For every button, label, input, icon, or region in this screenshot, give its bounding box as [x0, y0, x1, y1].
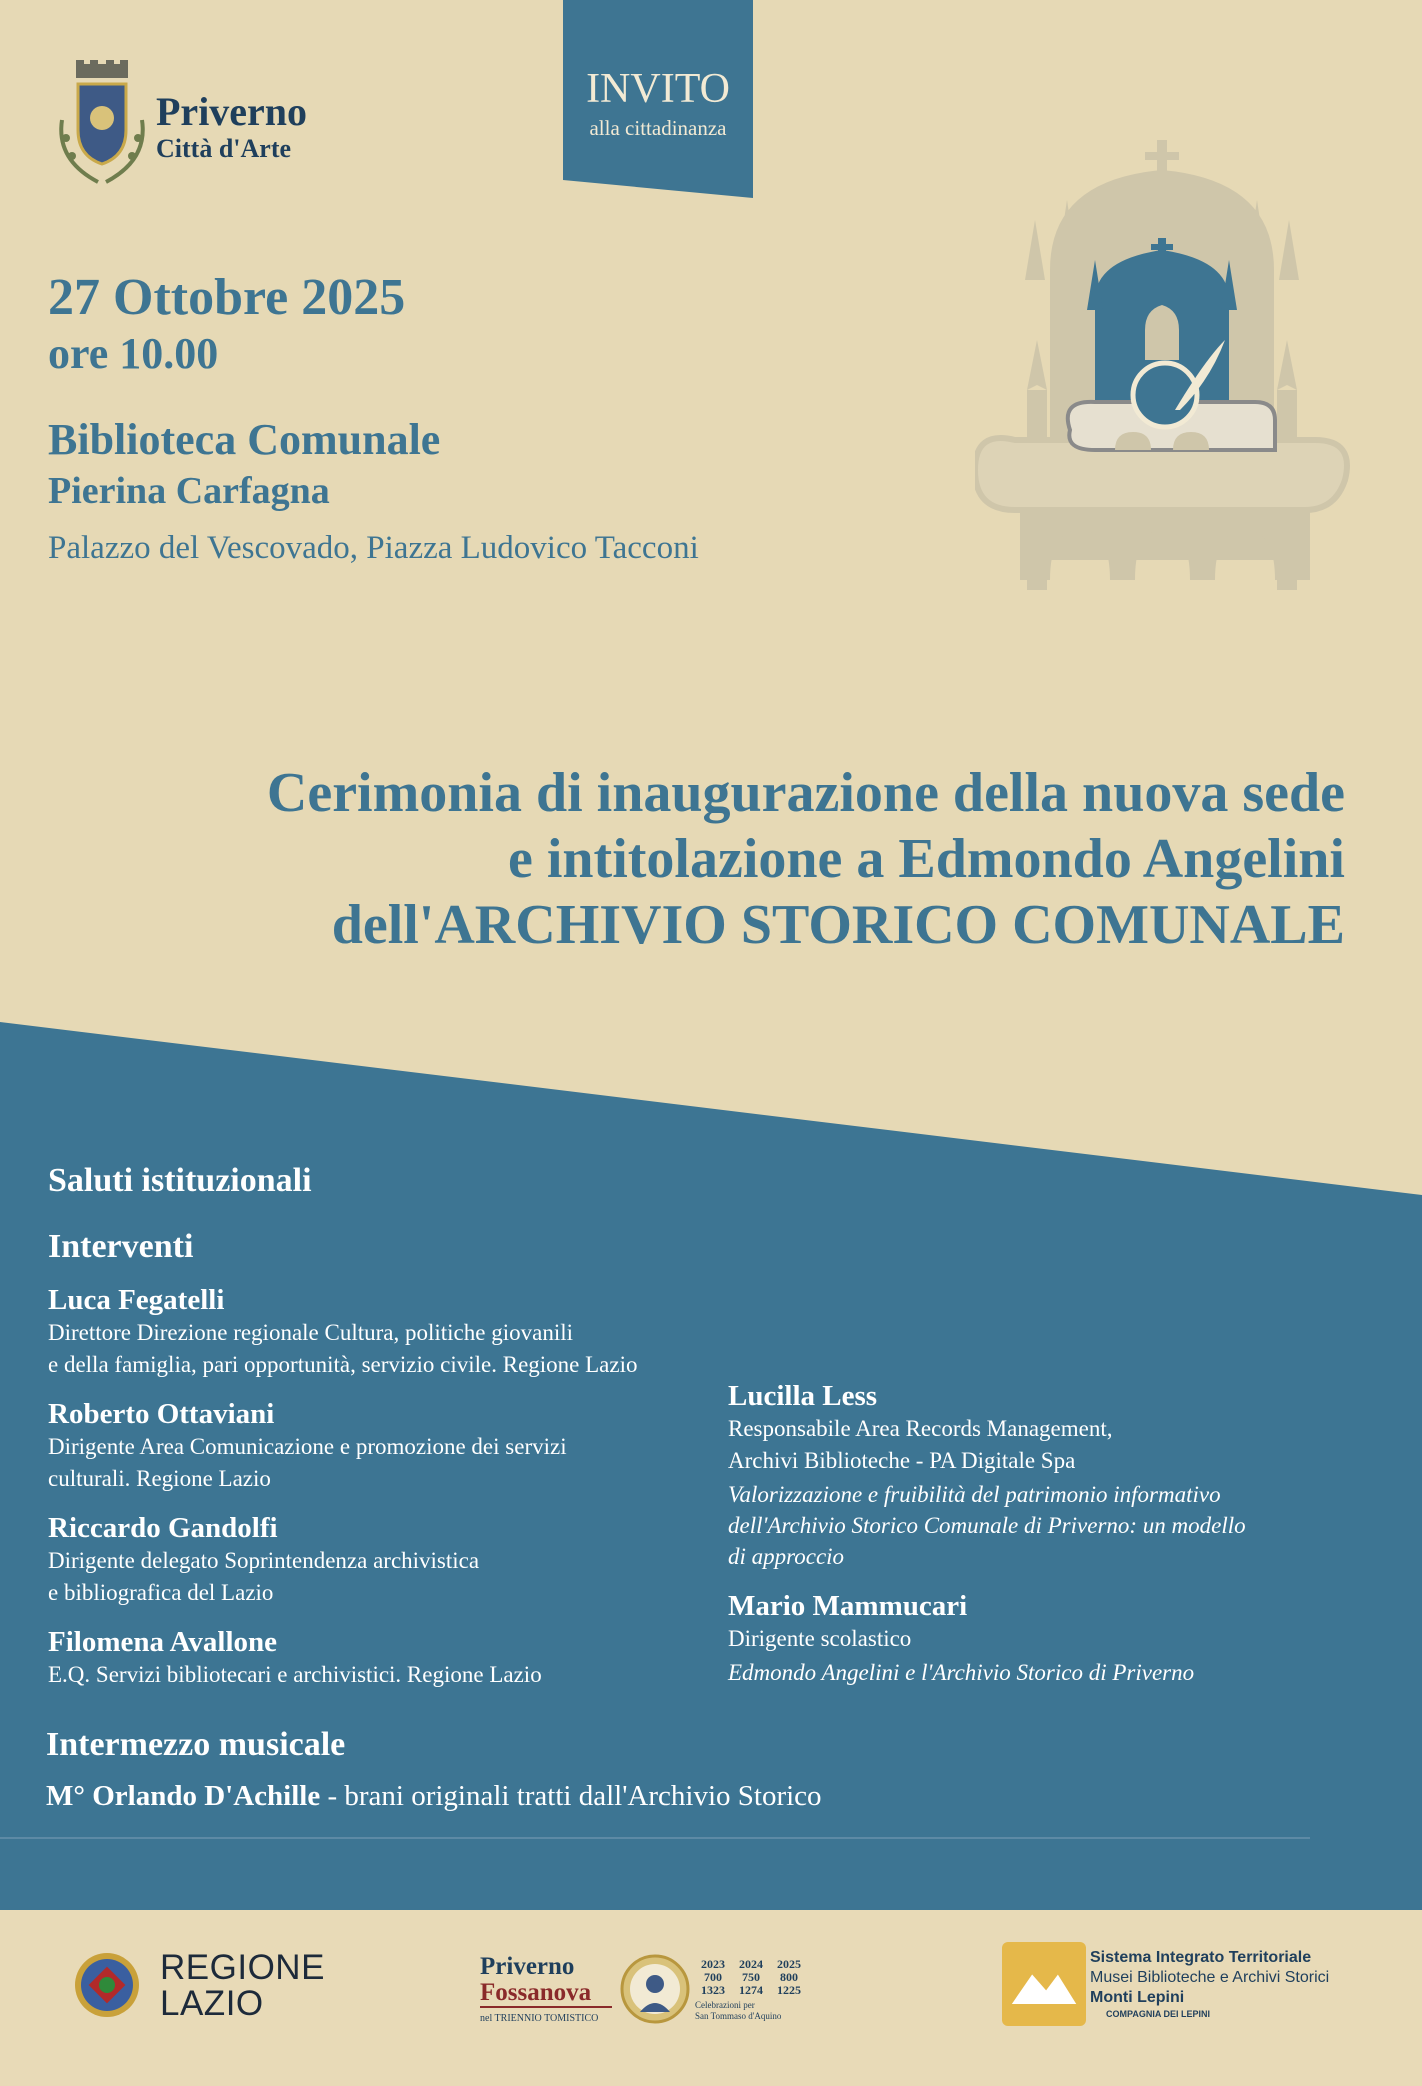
speaker-role: Dirigente scolastico — [728, 1626, 912, 1651]
year-label: 1274 — [739, 1983, 763, 1997]
headline — [60, 760, 1345, 958]
speaker-role: Dirigente Area Comunicazione e promozione dei servizi — [48, 1434, 567, 1459]
speaker-name: Luca Fegatelli — [48, 1284, 225, 1316]
year-block — [732, 1958, 770, 1997]
musician-description: - brani originali tratti dall'Archivio Storico — [320, 1780, 822, 1812]
speaker-name: Lucilla Less — [728, 1380, 878, 1412]
speaker-name: Roberto Ottaviani — [48, 1398, 275, 1430]
saint-medallion-icon — [620, 1954, 690, 2024]
saluti-heading: Saluti istituzionali — [48, 1162, 312, 1199]
year-block — [770, 1958, 808, 1997]
speaker-role: E.Q. Servizi bibliotecari e archivistici. Regione Lazio — [48, 1662, 542, 1687]
event-date: 27 Ottobre 2025 — [48, 269, 406, 326]
anniversary-years — [694, 1958, 808, 1997]
year-label: 1225 — [777, 1983, 801, 1997]
speaker-role: Direttore Direzione regionale Cultura, politiche giovanili — [48, 1320, 573, 1345]
speaker-block — [48, 1514, 738, 1609]
lepini-line-3: Monti Lepini — [1090, 1989, 1185, 2006]
celebrazioni-line-2: San Tommaso d'Aquino — [695, 2011, 782, 2021]
year-label: 750 — [742, 1970, 760, 1984]
coat-of-arms-icon — [52, 60, 152, 190]
invito-subtitle: alla cittadinanza — [589, 116, 727, 140]
celebrazioni-line-1: Celebrazioni per — [695, 2000, 755, 2010]
lepini-line-4: COMPAGNIA DEI LEPINI — [1106, 2009, 1211, 2019]
speaker-role: Dirigente delegato Soprintendenza archivistica — [48, 1548, 480, 1573]
speaker-block — [728, 1382, 1348, 1572]
year-label: 700 — [704, 1970, 722, 1984]
regione-line-1: REGIONE — [160, 1948, 325, 1987]
talk-title: Edmondo Angelini e l'Archivio Storico di Priverno — [728, 1660, 1195, 1685]
regione-line-2: LAZIO — [160, 1984, 264, 2023]
invito-title: INVITO — [586, 66, 730, 112]
year-label: 2024 — [739, 1957, 763, 1971]
talk-title: Valorizzazione e fruibilità del patrimonio informativo — [728, 1482, 1221, 1507]
speaker-block — [728, 1592, 1348, 1688]
headline-line-3: dell'ARCHIVIO STORICO COMUNALE — [331, 894, 1345, 956]
speaker-role: Responsabile Area Records Management, — [728, 1416, 1113, 1441]
divider — [480, 2006, 612, 2008]
logo-name: Priverno — [156, 89, 308, 134]
speaker-block — [48, 1400, 738, 1495]
event-time: ore 10.00 — [48, 329, 219, 378]
celebrazioni-label — [695, 2000, 781, 2022]
fossanova-title-1: Priverno — [480, 1953, 575, 1980]
lepini-line-1: Sistema Integrato Territoriale — [1090, 1949, 1312, 1966]
speaker-name: Mario Mammucari — [728, 1590, 968, 1622]
speaker-name: Filomena Avallone — [48, 1626, 278, 1658]
year-label: 2025 — [777, 1957, 801, 1971]
monti-lepini-icon — [1002, 1942, 1086, 2026]
speaker-role: Archivi Biblioteche - PA Digitale Spa — [728, 1448, 1076, 1473]
speaker-block — [48, 1628, 738, 1691]
fossanova-subtitle: nel TRIENNIO TOMISTICO — [480, 2013, 599, 2024]
fossanova-title-2: Fossanova — [480, 1979, 592, 2006]
speaker-role: e bibliografica del Lazio — [48, 1580, 274, 1605]
interventi-heading: Interventi — [48, 1228, 194, 1265]
regione-lazio-icon — [72, 1950, 142, 2020]
venue-address: Palazzo del Vescovado, Piazza Ludovico Tacconi — [48, 530, 699, 566]
headline-line-2: e intitolazione a Edmondo Angelini — [508, 828, 1345, 890]
year-label: 2023 — [701, 1957, 725, 1971]
talk-title: dell'Archivio Storico Comunale di Priverno: un modello — [728, 1513, 1246, 1538]
speaker-role: culturali. Regione Lazio — [48, 1466, 271, 1491]
regione-lazio-name — [160, 1950, 325, 2022]
intermezzo-heading: Intermezzo musicale — [46, 1726, 346, 1763]
speaker-role: e della famiglia, pari opportunità, servizio civile. Regione Lazio — [48, 1352, 638, 1377]
talk-title: di approccio — [728, 1544, 845, 1569]
musician-name: M° Orlando D'Achille — [46, 1780, 321, 1812]
speaker-name: Riccardo Gandolfi — [48, 1512, 278, 1544]
speaker-block — [48, 1286, 738, 1381]
year-label: 1323 — [701, 1983, 725, 1997]
headline-line-1: Cerimonia di inaugurazione della nuova sede — [266, 762, 1345, 824]
venue-name: Biblioteca Comunale — [48, 415, 441, 464]
year-block — [694, 1958, 732, 1997]
logo-subtitle: Città d'Arte — [156, 134, 292, 163]
venue-subtitle: Pierina Carfagna — [48, 470, 330, 512]
year-label: 800 — [780, 1970, 798, 1984]
musician-line — [46, 1782, 822, 1811]
divider — [0, 1837, 1310, 1839]
lepini-line-2: Musei Biblioteche e Archivi Storici — [1090, 1969, 1330, 1986]
archive-emblem-icon — [975, 140, 1355, 590]
